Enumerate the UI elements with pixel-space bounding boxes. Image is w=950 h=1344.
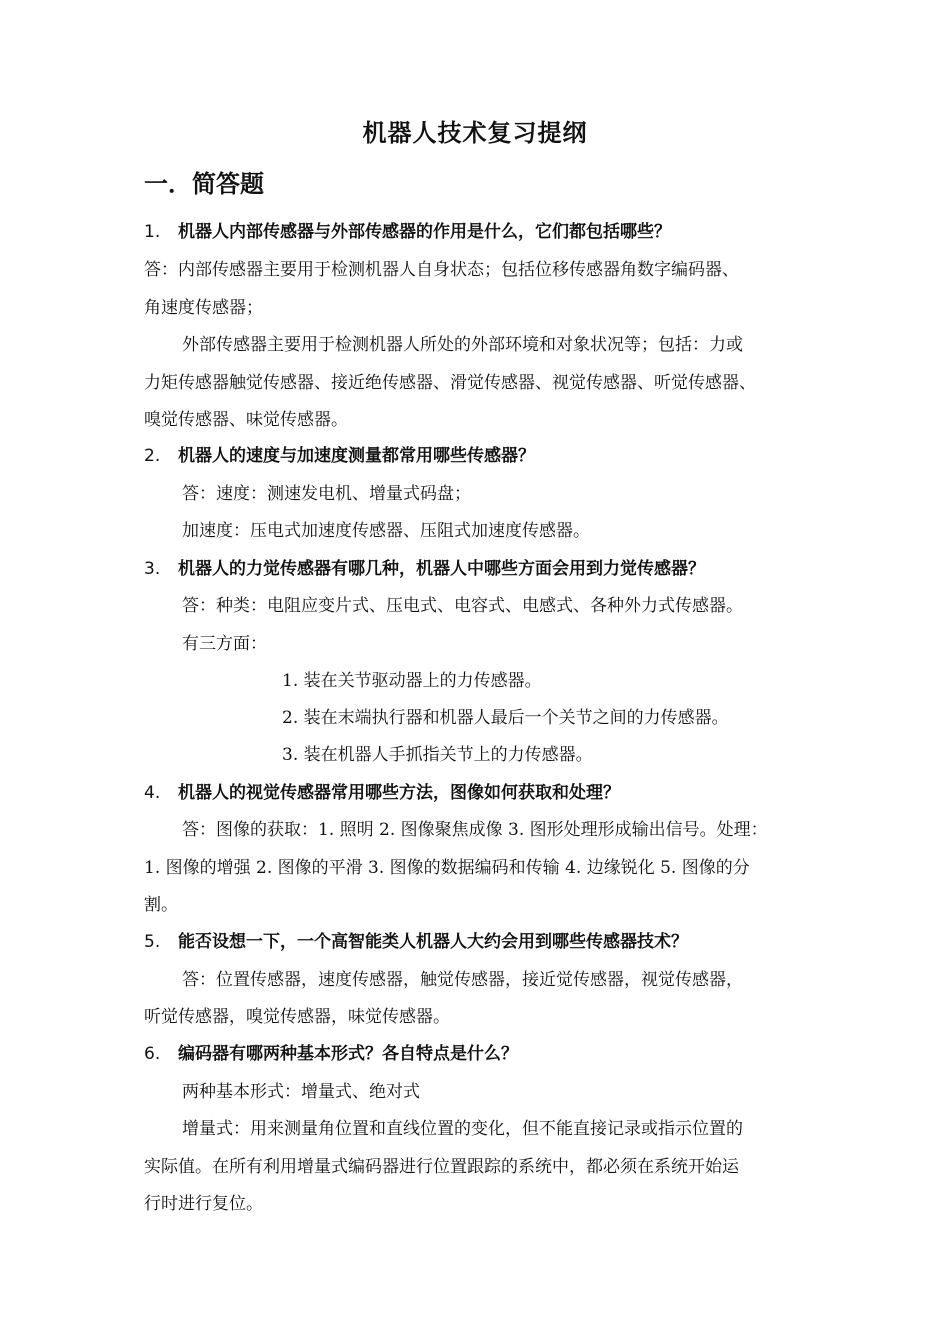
question-text: 机器人的力觉传感器有哪几种，机器人中哪些方面会用到力觉传感器？ xyxy=(178,559,705,579)
answer-line: 实际值。在所有利用增量式编码器进行位置跟踪的系统中，都必须在系统开始运 xyxy=(144,1157,739,1177)
answer-line: 答：内部传感器主要用于检测机器人自身状态；包括位移传感器角数字编码器、 xyxy=(144,260,739,280)
answer-line: 嗅觉传感器、味觉传感器。 xyxy=(144,410,348,430)
answer-line: 有三方面： xyxy=(182,634,267,654)
question-3 xyxy=(144,556,705,582)
answer-line: 两种基本形式：增量式、绝对式 xyxy=(182,1082,420,1102)
document-title: 机器人技术复习提纲 xyxy=(362,119,588,147)
answer-line: 听觉传感器，嗅觉传感器，味觉传感器。 xyxy=(144,1007,450,1027)
answer-line: 答：速度：测速发电机、增量式码盘； xyxy=(182,484,471,504)
question-number: 3. xyxy=(144,559,161,579)
answer-line: 1. 图像的增强 2. 图像的平滑 3. 图像的数据编码和传输 4. 边缘锐化 5. 图像的分 xyxy=(144,858,750,878)
answer-line: 答：位置传感器，速度传感器，触觉传感器，接近觉传感器，视觉传感器， xyxy=(182,970,743,990)
question-number: 6. xyxy=(144,1044,161,1064)
question-1 xyxy=(144,219,671,245)
answer-line: 答：图像的获取：1. 照明 2. 图像聚焦成像 3. 图形处理形成输出信号。处理： xyxy=(182,820,768,840)
answer-line: 角速度传感器； xyxy=(144,298,263,318)
answer-line: 1. 装在关节驱动器上的力传感器。 xyxy=(282,671,542,691)
answer-line: 外部传感器主要用于检测机器人所处的外部环境和对象状况等；包括：力或 xyxy=(182,335,743,355)
question-text: 能否设想一下，一个高智能类人机器人大约会用到哪些传感器技术？ xyxy=(178,932,688,952)
answer-line: 2. 装在末端执行器和机器人最后一个关节之间的力传感器。 xyxy=(282,708,729,728)
answer-line: 加速度：压电式加速度传感器、压阻式加速度传感器。 xyxy=(182,521,590,541)
question-text: 机器人内部传感器与外部传感器的作用是什么，它们都包括哪些？ xyxy=(178,222,671,242)
question-number: 1. xyxy=(144,222,161,242)
question-text: 机器人的视觉传感器常用哪些方法，图像如何获取和处理？ xyxy=(178,783,620,803)
answer-line: 力矩传感器触觉传感器、接近绝传感器、滑觉传感器、视觉传感器、听觉传感器、 xyxy=(144,373,756,393)
question-text: 编码器有哪两种基本形式？各自特点是什么？ xyxy=(178,1044,518,1064)
section-heading: 一．简答题 xyxy=(144,170,264,198)
answer-line: 行时进行复位。 xyxy=(144,1194,263,1214)
question-number: 2. xyxy=(144,446,161,466)
answer-line: 增量式：用来测量角位置和直线位置的变化，但不能直接记录或指示位置的 xyxy=(182,1119,743,1139)
question-number: 4. xyxy=(144,783,161,803)
question-2 xyxy=(144,443,535,469)
answer-line: 割。 xyxy=(144,895,178,915)
answer-line: 3. 装在机器人手抓指关节上的力传感器。 xyxy=(282,745,593,765)
question-5 xyxy=(144,929,688,955)
question-text: 机器人的速度与加速度测量都常用哪些传感器？ xyxy=(178,446,535,466)
question-number: 5. xyxy=(144,932,161,952)
answer-line: 答：种类：电阻应变片式、压电式、电容式、电感式、各种外力式传感器。 xyxy=(182,596,743,616)
question-4 xyxy=(144,780,620,806)
question-6 xyxy=(144,1041,518,1067)
